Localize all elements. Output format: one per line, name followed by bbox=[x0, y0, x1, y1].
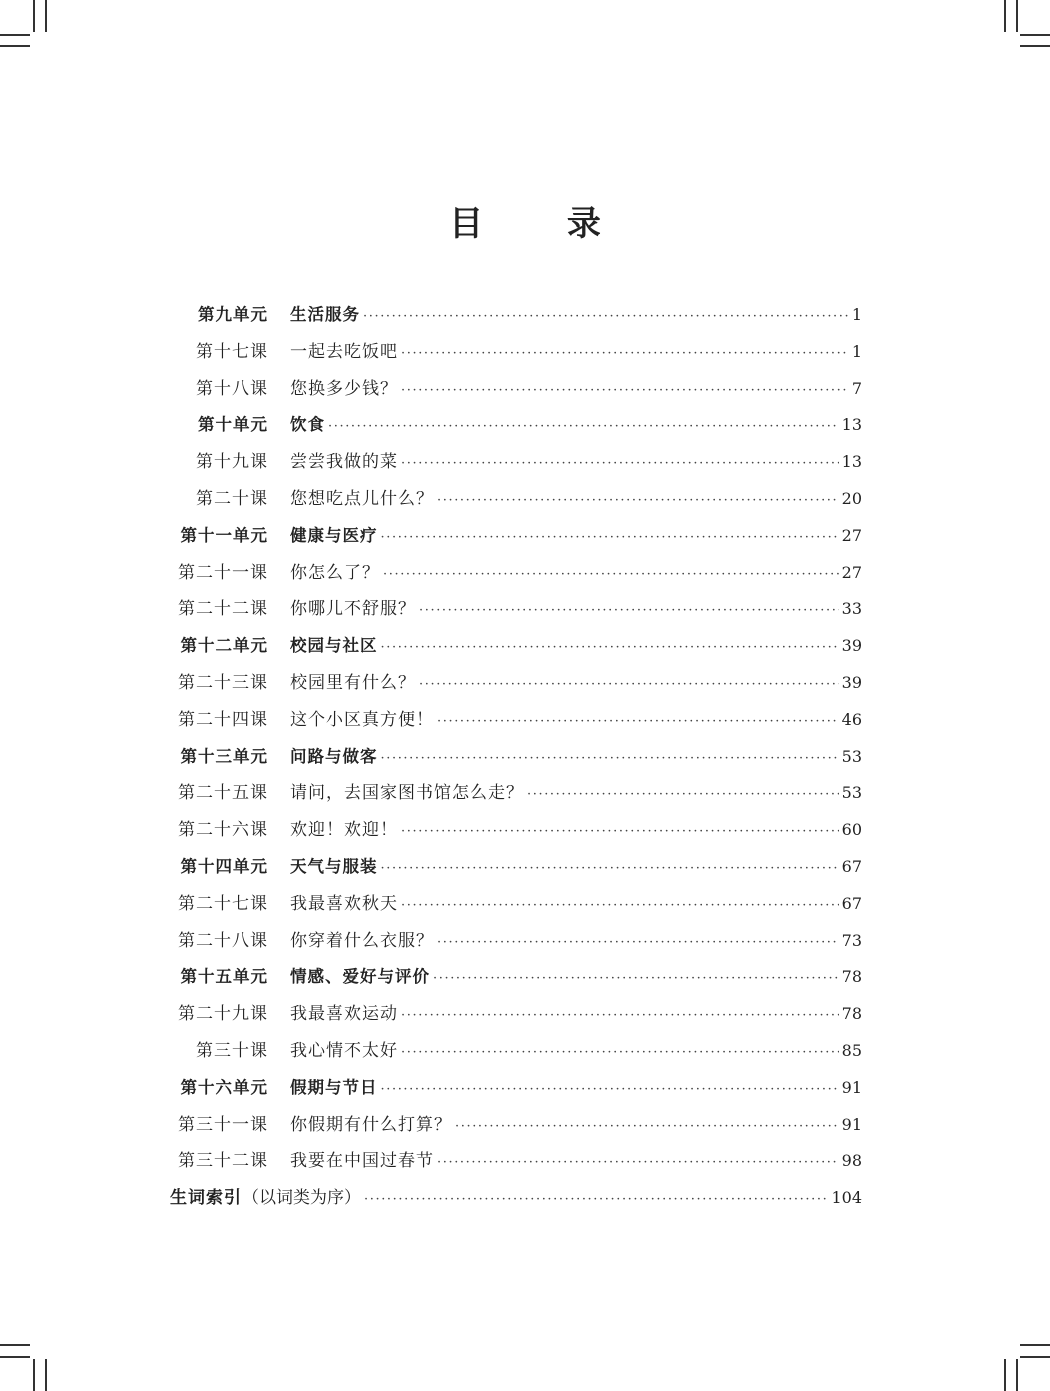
toc-entry-title: 假期与节日 bbox=[290, 1077, 378, 1097]
toc-entry-number: 第三十二课 bbox=[178, 1151, 268, 1172]
crop-mark bbox=[0, 1356, 30, 1358]
toc-entry-page: 91 bbox=[841, 1114, 862, 1134]
toc-lesson-row bbox=[170, 1143, 862, 1180]
toc-entry-number: 第十八课 bbox=[196, 378, 268, 399]
toc-lesson-row bbox=[170, 1033, 862, 1070]
toc-entry-page: 27 bbox=[841, 525, 862, 545]
crop-mark bbox=[1016, 0, 1018, 32]
toc-entry-title: 一起去吃饭吧 bbox=[290, 341, 398, 362]
toc-entry-page: 53 bbox=[841, 783, 862, 803]
toc-entry-title: 你哪儿不舒服？ bbox=[290, 599, 416, 620]
dot-leader bbox=[527, 777, 839, 814]
toc-entry-title: 情感、爱好与评价 bbox=[290, 967, 430, 987]
toc-unit-row bbox=[170, 849, 862, 886]
toc-entry-page: 98 bbox=[841, 1151, 862, 1171]
toc-entry-number: 第十单元 bbox=[198, 415, 268, 435]
dot-leader bbox=[437, 925, 839, 962]
toc-unit-row bbox=[170, 628, 862, 665]
toc-entry-number: 第十九课 bbox=[196, 452, 268, 473]
toc-entry-title: 我最喜欢秋天 bbox=[290, 893, 398, 914]
toc-entry-title: 您换多少钱？ bbox=[290, 378, 398, 399]
toc-entry-number: 第二十一课 bbox=[178, 562, 268, 583]
page-title: 目 录 bbox=[449, 204, 637, 244]
dot-leader bbox=[419, 593, 839, 630]
toc-lesson-row bbox=[170, 444, 862, 481]
toc-entry-number: 第二十九课 bbox=[178, 1004, 268, 1025]
toc-entry-page: 85 bbox=[841, 1040, 862, 1060]
toc-lesson-row bbox=[170, 371, 862, 408]
toc-entry-number: 第三十课 bbox=[196, 1040, 268, 1061]
crop-mark bbox=[45, 1359, 47, 1391]
toc-lesson-row bbox=[170, 886, 862, 923]
toc-entry-page: 33 bbox=[841, 599, 862, 619]
toc-entry-title: 你穿着什么衣服？ bbox=[290, 930, 434, 951]
crop-mark bbox=[1004, 1359, 1006, 1391]
toc-entry-title: 健康与医疗 bbox=[290, 525, 378, 545]
crop-mark bbox=[33, 1359, 35, 1391]
crop-mark bbox=[1016, 1359, 1018, 1391]
toc-entry-number: 第十七课 bbox=[196, 341, 268, 362]
toc-entry-page: 1 bbox=[851, 305, 862, 324]
dot-leader bbox=[401, 446, 839, 483]
dot-leader bbox=[401, 888, 839, 925]
toc-entry-number: 第二十三课 bbox=[178, 672, 268, 693]
toc-entry-page: 39 bbox=[841, 672, 862, 692]
crop-mark bbox=[0, 1344, 30, 1346]
crop-mark bbox=[45, 0, 47, 32]
toc-entry-title: 校园与社区 bbox=[290, 636, 378, 656]
toc-entry-title: 我心情不太好 bbox=[290, 1040, 398, 1061]
toc-index-title: 生词索引 bbox=[170, 1188, 242, 1209]
toc-entry-page: 13 bbox=[841, 415, 862, 435]
dot-leader bbox=[381, 741, 839, 778]
dot-leader bbox=[364, 1182, 828, 1219]
toc-entry-title: 尝尝我做的菜 bbox=[290, 452, 398, 473]
toc-entry-number: 第二十二课 bbox=[178, 599, 268, 620]
toc-entry-title: 您想吃点儿什么？ bbox=[290, 488, 434, 509]
toc-entry-page: 7 bbox=[851, 378, 862, 398]
toc-entry-number: 第十三单元 bbox=[180, 746, 268, 766]
toc-unit-row bbox=[170, 297, 862, 334]
toc-entry-title: 这个小区真方便！ bbox=[290, 709, 434, 730]
toc-entry-page: 91 bbox=[841, 1077, 862, 1097]
toc-lesson-row bbox=[170, 665, 862, 702]
dot-leader bbox=[401, 998, 839, 1035]
toc-entry-page: 27 bbox=[841, 562, 862, 582]
toc-entry-number: 第二十四课 bbox=[178, 709, 268, 730]
toc-entry-page: 46 bbox=[841, 709, 862, 729]
crop-mark bbox=[1020, 34, 1050, 36]
dot-leader bbox=[381, 630, 839, 667]
toc-entry-number: 第十一单元 bbox=[180, 525, 268, 545]
dot-leader bbox=[401, 373, 849, 410]
dot-leader bbox=[363, 299, 849, 336]
toc-lesson-row bbox=[170, 812, 862, 849]
dot-leader bbox=[381, 1072, 839, 1109]
toc-index-subtitle: （以词类为序） bbox=[242, 1188, 361, 1209]
toc-entry-title: 欢迎！欢迎！ bbox=[290, 820, 398, 841]
crop-mark bbox=[1020, 45, 1050, 47]
dot-leader bbox=[419, 667, 839, 704]
table-of-contents bbox=[170, 297, 862, 1217]
dot-leader bbox=[433, 961, 839, 998]
toc-entry-title: 天气与服装 bbox=[290, 856, 378, 876]
toc-entry-page: 1 bbox=[851, 341, 862, 361]
crop-mark bbox=[0, 34, 30, 36]
toc-entry-title: 校园里有什么？ bbox=[290, 672, 416, 693]
toc-entry-page: 73 bbox=[841, 930, 862, 950]
toc-unit-row bbox=[170, 959, 862, 996]
toc-lesson-row bbox=[170, 591, 862, 628]
toc-entry-number: 第十二单元 bbox=[180, 636, 268, 656]
toc-entry-number: 第十六单元 bbox=[180, 1077, 268, 1097]
toc-entry-number: 第二十六课 bbox=[178, 820, 268, 841]
toc-unit-row bbox=[170, 1070, 862, 1107]
toc-lesson-row bbox=[170, 775, 862, 812]
dot-leader bbox=[401, 336, 849, 373]
toc-entry-title: 你怎么了？ bbox=[290, 562, 380, 583]
toc-entry-title: 请问，去国家图书馆怎么走？ bbox=[290, 783, 524, 804]
toc-entry-title: 我要在中国过春节 bbox=[290, 1151, 434, 1172]
toc-entry-page: 20 bbox=[841, 488, 862, 508]
toc-index-page: 104 bbox=[831, 1188, 862, 1208]
toc-entry-number: 第二十课 bbox=[196, 488, 268, 509]
toc-entry-number: 第三十一课 bbox=[178, 1114, 268, 1135]
toc-lesson-row bbox=[170, 481, 862, 518]
toc-lesson-row bbox=[170, 334, 862, 371]
toc-entry-title: 你假期有什么打算？ bbox=[290, 1114, 452, 1135]
dot-leader bbox=[455, 1109, 839, 1146]
crop-mark bbox=[1020, 1356, 1050, 1358]
toc-entry-page: 13 bbox=[841, 452, 862, 472]
dot-leader bbox=[437, 704, 839, 741]
toc-entry-title: 生活服务 bbox=[290, 305, 360, 324]
toc-entry-number: 第二十五课 bbox=[178, 783, 268, 804]
toc-unit-row bbox=[170, 518, 862, 555]
toc-entry-number: 第二十八课 bbox=[178, 930, 268, 951]
toc-entry-number: 第九单元 bbox=[198, 305, 268, 324]
toc-entry-page: 67 bbox=[841, 893, 862, 913]
toc-entry-page: 78 bbox=[841, 1004, 862, 1024]
toc-entry-title: 问路与做客 bbox=[290, 746, 378, 766]
crop-mark bbox=[0, 45, 30, 47]
toc-lesson-row bbox=[170, 996, 862, 1033]
toc-entry-title: 饮食 bbox=[290, 415, 325, 435]
dot-leader bbox=[437, 483, 839, 520]
toc-entry-page: 39 bbox=[841, 636, 862, 656]
toc-entry-title: 我最喜欢运动 bbox=[290, 1004, 398, 1025]
crop-mark bbox=[1020, 1344, 1050, 1346]
toc-entry-number: 第十五单元 bbox=[180, 967, 268, 987]
dot-leader bbox=[401, 1035, 839, 1072]
toc-unit-row bbox=[170, 739, 862, 776]
dot-leader bbox=[381, 520, 839, 557]
toc-entry-page: 53 bbox=[841, 746, 862, 766]
dot-leader bbox=[401, 814, 839, 851]
dot-leader bbox=[381, 851, 839, 888]
dot-leader bbox=[437, 1145, 839, 1182]
toc-unit-row bbox=[170, 407, 862, 444]
toc-entry-page: 78 bbox=[841, 967, 862, 987]
toc-index-row bbox=[170, 1180, 862, 1217]
toc-lesson-row bbox=[170, 702, 862, 739]
crop-mark bbox=[33, 0, 35, 32]
toc-lesson-row bbox=[170, 923, 862, 960]
toc-entry-page: 60 bbox=[841, 820, 862, 840]
toc-lesson-row bbox=[170, 1107, 862, 1144]
toc-entry-number: 第二十七课 bbox=[178, 893, 268, 914]
toc-entry-page: 67 bbox=[841, 856, 862, 876]
dot-leader bbox=[383, 557, 839, 594]
crop-mark bbox=[1004, 0, 1006, 32]
toc-lesson-row bbox=[170, 555, 862, 592]
toc-entry-number: 第十四单元 bbox=[180, 856, 268, 876]
dot-leader bbox=[328, 409, 839, 446]
